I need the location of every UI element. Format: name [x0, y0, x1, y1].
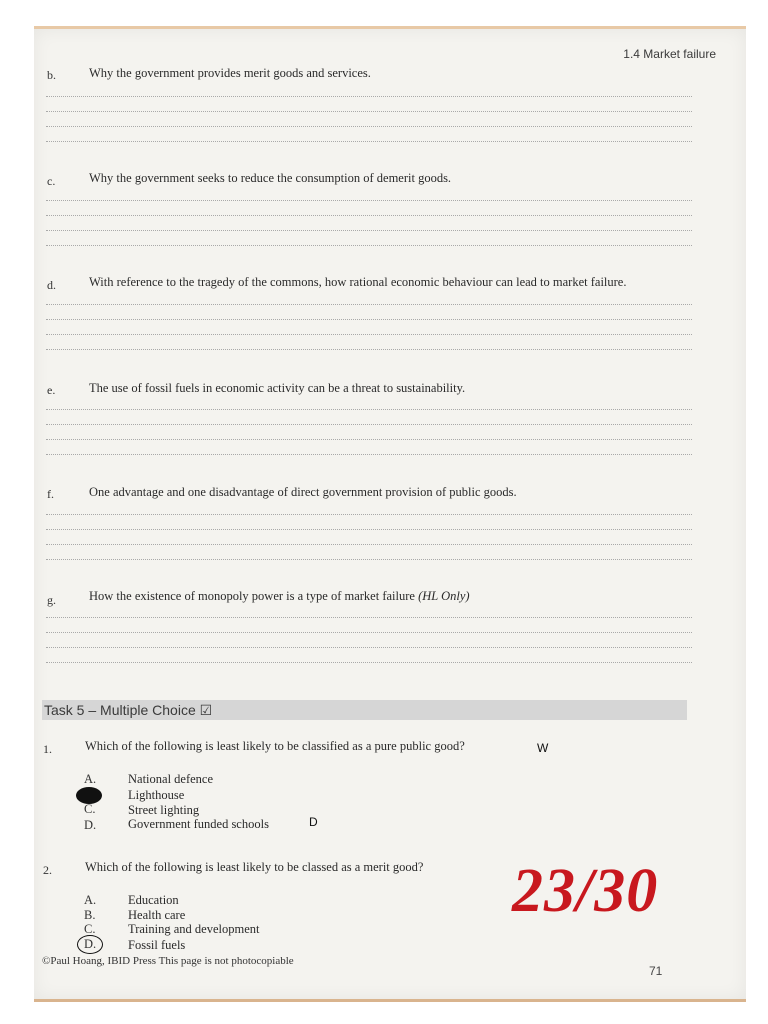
answer-line: [46, 111, 692, 112]
answer-line: [46, 409, 692, 410]
question-text: [89, 589, 470, 604]
question-text: The use of fossil fuels in economic activity can be a threat to sustainability.: [89, 381, 466, 395]
question-letter: d.: [47, 278, 56, 292]
mc-question-text: Which of the following is least likely to be classified as a pure public good?: [85, 739, 465, 753]
answer-line: [46, 632, 692, 633]
answer-line: [46, 319, 692, 320]
answer-line: [46, 529, 692, 530]
answer-line: [46, 141, 692, 142]
question-letter: f.: [47, 487, 54, 501]
question-letter: b.: [47, 68, 56, 82]
answer-line: [46, 245, 692, 246]
answer-line: [46, 200, 692, 201]
option-text: Government funded schools: [128, 817, 269, 831]
mc-question-number: 2.: [43, 863, 52, 877]
answer-line: [46, 454, 692, 455]
answer-line: [46, 230, 692, 231]
answer-line: [46, 96, 692, 97]
option-text: Education: [128, 893, 179, 907]
option-letter: D.: [84, 818, 97, 832]
question-letter: g.: [47, 593, 56, 607]
option-letter: B.: [84, 908, 96, 922]
answer-line: [46, 304, 692, 305]
option-letter: C.: [84, 802, 96, 816]
handwritten-mark: D: [309, 815, 318, 829]
option-letter: A.: [84, 893, 97, 907]
answer-line: [46, 514, 692, 515]
answer-line: [46, 617, 692, 618]
option-text: Street lighting: [128, 803, 200, 817]
option-letter: A.: [84, 772, 97, 786]
question-text: Why the government seeks to reduce the consumption of demerit goods.: [89, 171, 452, 185]
page-number: 71: [649, 964, 663, 978]
question-text: One advantage and one disadvantage of direct government provision of public goods.: [89, 485, 517, 499]
option-text: National defence: [128, 772, 214, 786]
option-letter: D.: [84, 937, 97, 951]
task-title: Task 5 – Multiple Choice ☑: [44, 702, 213, 718]
score-mark: 23/30: [512, 857, 659, 925]
task-header-bar: [42, 700, 687, 720]
answer-line: [46, 544, 692, 545]
mc-question-number: 1.: [43, 742, 52, 756]
answer-line: [46, 215, 692, 216]
section-heading: 1.4 Market failure: [623, 47, 716, 61]
question-letter: c.: [47, 174, 56, 188]
answer-line: [46, 349, 692, 350]
question-letter: e.: [47, 383, 56, 397]
option-text: Fossil fuels: [128, 938, 186, 952]
question-text: With reference to the tragedy of the commons, how rational economic behaviour can lead to market failure.: [89, 275, 627, 289]
option-text: Health care: [128, 908, 186, 922]
option-text: Lighthouse: [128, 788, 185, 802]
answer-line: [46, 424, 692, 425]
answer-line: [46, 662, 692, 663]
handwritten-mark: W: [537, 741, 549, 755]
mc-question-text: Which of the following is least likely to be classed as a merit good?: [85, 860, 424, 874]
answer-line: [46, 647, 692, 648]
question-text: Why the government provides merit goods and services.: [89, 66, 371, 80]
answer-line: [46, 334, 692, 335]
answer-line: [46, 559, 692, 560]
answer-line: [46, 439, 692, 440]
option-letter: C.: [84, 922, 96, 936]
answer-line: [46, 126, 692, 127]
copyright-footer: ©Paul Hoang, IBID Press This page is not photocopiable: [42, 955, 294, 967]
option-text: Training and development: [128, 922, 260, 936]
hl-only-note: (HL Only): [418, 589, 470, 603]
question-main-text: How the existence of monopoly power is a type of market failure: [89, 589, 419, 603]
